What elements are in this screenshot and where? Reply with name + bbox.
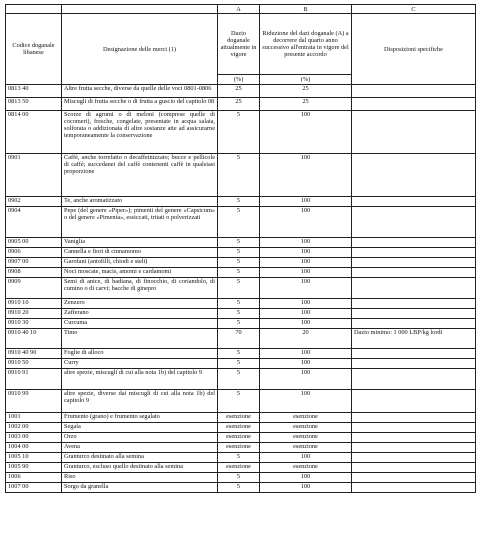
riduzione-cell: 100: [260, 369, 352, 390]
description-cell: Miscugli di frutta secche o di frutta a guscio del capitolo 08: [62, 98, 218, 111]
disposizioni-cell: [352, 453, 476, 463]
code-cell: 0813 50: [6, 98, 62, 111]
riduzione-cell: 25: [260, 98, 352, 111]
riduzione-cell: esenzione: [260, 423, 352, 433]
dazio-cell: 5: [218, 390, 260, 413]
description-cell: Timo: [62, 329, 218, 349]
table-body: [6, 85, 476, 493]
disposizioni-cell: [352, 463, 476, 473]
unit-b: (%): [260, 75, 352, 85]
header-designazione: Designazione delle merci (1): [62, 14, 218, 85]
table-row: [6, 258, 476, 268]
code-cell: 0813 40: [6, 85, 62, 98]
table-row: [6, 463, 476, 473]
column-letter-a: A: [218, 5, 260, 14]
description-cell: Noci moscate, macis, amomi e cardamomi: [62, 268, 218, 278]
disposizioni-cell: [352, 238, 476, 248]
disposizioni-cell: [352, 359, 476, 369]
code-cell: 0909: [6, 278, 62, 299]
code-cell: 0908: [6, 268, 62, 278]
dazio-cell: esenzione: [218, 463, 260, 473]
disposizioni-cell: [352, 197, 476, 207]
code-cell: 1003 00: [6, 433, 62, 443]
description-cell: Altre frutta secche, diverse da quelle delle voci 0801-0806: [62, 85, 218, 98]
code-cell: 1001: [6, 413, 62, 423]
disposizioni-cell: [352, 111, 476, 154]
description-cell: Orzo: [62, 433, 218, 443]
riduzione-cell: 100: [260, 258, 352, 268]
riduzione-cell: esenzione: [260, 433, 352, 443]
description-cell: Semi di anice, di badiana, di finocchio, di coriandolo, di cumino o di carvi; bacche di ginepro: [62, 278, 218, 299]
code-cell: 1005 90: [6, 463, 62, 473]
disposizioni-cell: [352, 423, 476, 433]
dazio-cell: 5: [218, 154, 260, 197]
table-row: [6, 443, 476, 453]
riduzione-cell: 100: [260, 453, 352, 463]
disposizioni-cell: [352, 248, 476, 258]
disposizioni-cell: [352, 483, 476, 493]
table-row: [6, 111, 476, 154]
header-codice: Codice doganale libanese: [6, 14, 62, 85]
dazio-cell: 5: [218, 359, 260, 369]
description-cell: altre spezie, miscugli di cui alla nota 1b) del capitolo 9: [62, 369, 218, 390]
riduzione-cell: 100: [260, 473, 352, 483]
table-row: [6, 319, 476, 329]
disposizioni-cell: [352, 413, 476, 423]
riduzione-cell: 100: [260, 154, 352, 197]
dazio-cell: esenzione: [218, 423, 260, 433]
table-row: [6, 423, 476, 433]
table-row: [6, 483, 476, 493]
dazio-cell: 5: [218, 473, 260, 483]
dazio-cell: esenzione: [218, 413, 260, 423]
dazio-cell: 5: [218, 207, 260, 238]
disposizioni-cell: [352, 390, 476, 413]
disposizioni-cell: [352, 309, 476, 319]
dazio-cell: 25: [218, 85, 260, 98]
table-row: [6, 329, 476, 349]
description-cell: Foglie di alloco: [62, 349, 218, 359]
letter-blank-cell: [62, 5, 218, 14]
dazio-cell: 5: [218, 319, 260, 329]
disposizioni-cell: [352, 369, 476, 390]
table-row: [6, 413, 476, 423]
column-letter-c: C: [352, 5, 476, 14]
description-cell: Vaniglia: [62, 238, 218, 248]
description-cell: Caffè, anche torrefatto o decaffeinizzato; bucce e pellicole di caffè; succedanei del caffè contenenti caffè in qualsiasi proporzione: [62, 154, 218, 197]
riduzione-cell: 100: [260, 278, 352, 299]
code-cell: 0814 00: [6, 111, 62, 154]
description-cell: Cannella e fiori di cinnamomo: [62, 248, 218, 258]
description-cell: Pepe (del genere «Piper»); pimenti del genere «Capsicum» o del genere «Pimenta», essiccati, tritati o polverizzati: [62, 207, 218, 238]
riduzione-cell: 100: [260, 483, 352, 493]
code-cell: 0906: [6, 248, 62, 258]
description-cell: altre spezie, diverse dai miscugli di cui alla nota 1b) del capitolo 9: [62, 390, 218, 413]
disposizioni-cell: [352, 319, 476, 329]
table-row: [6, 369, 476, 390]
dazio-cell: 5: [218, 238, 260, 248]
dazio-cell: esenzione: [218, 443, 260, 453]
description-cell: Garofani (antofilli, chiodi e steli): [62, 258, 218, 268]
disposizioni-cell: [352, 278, 476, 299]
code-cell: 0910 30: [6, 319, 62, 329]
header-disposizioni: Disposizioni specifiche: [352, 14, 476, 85]
disposizioni-cell: Dazio minimo: 1 000 LBP/kg lordi: [352, 329, 476, 349]
disposizioni-cell: [352, 98, 476, 111]
description-cell: Curry: [62, 359, 218, 369]
unit-a: (%): [218, 75, 260, 85]
dazio-cell: 5: [218, 111, 260, 154]
code-cell: 1004 00: [6, 443, 62, 453]
code-cell: 0910 50: [6, 359, 62, 369]
disposizioni-cell: [352, 85, 476, 98]
riduzione-cell: 100: [260, 238, 352, 248]
riduzione-cell: 20: [260, 329, 352, 349]
description-cell: Frumento (grano) e frumento segalato: [62, 413, 218, 423]
table-row: [6, 473, 476, 483]
description-cell: Scorze di agrumi o di meloni (comprese quelle di cocomeri), fresche, congelate, presentate in acqua salata, solforata o addizionata di altre sostanze atte ad assicurarne temporaneamente la conservazione: [62, 111, 218, 154]
dazio-cell: 5: [218, 309, 260, 319]
riduzione-cell: 100: [260, 309, 352, 319]
table-row: [6, 299, 476, 309]
table-row: [6, 453, 476, 463]
description-cell: Sorgo da granella: [62, 483, 218, 493]
riduzione-cell: 100: [260, 349, 352, 359]
riduzione-cell: 25: [260, 85, 352, 98]
header-row: [6, 14, 476, 75]
table-row: [6, 207, 476, 238]
riduzione-cell: 100: [260, 319, 352, 329]
disposizioni-cell: [352, 207, 476, 238]
table-row: [6, 278, 476, 299]
code-cell: 0901: [6, 154, 62, 197]
riduzione-cell: 100: [260, 268, 352, 278]
header-dazio: Dazio doganale attualmente in vigore: [218, 14, 260, 75]
description-cell: Riso: [62, 473, 218, 483]
riduzione-cell: esenzione: [260, 463, 352, 473]
code-cell: 1002 00: [6, 423, 62, 433]
table-row: [6, 197, 476, 207]
dazio-cell: 5: [218, 369, 260, 390]
disposizioni-cell: [352, 349, 476, 359]
description-cell: Zafferano: [62, 309, 218, 319]
riduzione-cell: esenzione: [260, 443, 352, 453]
disposizioni-cell: [352, 154, 476, 197]
table-row: [6, 268, 476, 278]
column-letter-b: B: [260, 5, 352, 14]
dazio-cell: 5: [218, 453, 260, 463]
code-cell: 0910 99: [6, 390, 62, 413]
tariff-table: [5, 4, 476, 493]
dazio-cell: esenzione: [218, 433, 260, 443]
disposizioni-cell: [352, 473, 476, 483]
dazio-cell: 5: [218, 268, 260, 278]
disposizioni-cell: [352, 299, 476, 309]
table-row: [6, 248, 476, 258]
disposizioni-cell: [352, 258, 476, 268]
column-letter-row: [6, 5, 476, 14]
table-row: [6, 238, 476, 248]
code-cell: 0902: [6, 197, 62, 207]
table-row: [6, 390, 476, 413]
description-cell: Segala: [62, 423, 218, 433]
riduzione-cell: 100: [260, 207, 352, 238]
riduzione-cell: 100: [260, 299, 352, 309]
dazio-cell: 25: [218, 98, 260, 111]
table-row: [6, 359, 476, 369]
dazio-cell: 5: [218, 197, 260, 207]
disposizioni-cell: [352, 443, 476, 453]
description-cell: Te, anche aromatizzato: [62, 197, 218, 207]
code-cell: 0905 00: [6, 238, 62, 248]
dazio-cell: 5: [218, 483, 260, 493]
table-row: [6, 98, 476, 111]
code-cell: 1007 00: [6, 483, 62, 493]
dazio-cell: 5: [218, 299, 260, 309]
dazio-cell: 5: [218, 248, 260, 258]
riduzione-cell: 100: [260, 248, 352, 258]
table-row: [6, 154, 476, 197]
code-cell: 0910 91: [6, 369, 62, 390]
riduzione-cell: 100: [260, 390, 352, 413]
letter-blank-cell: [6, 5, 62, 14]
code-cell: 0910 40 10: [6, 329, 62, 349]
header-riduzione: Riduzione del dazi doganale (A) a decorrere dal quarto anno successivo all'entrata in vigore del presente accordo: [260, 14, 352, 75]
description-cell: Zenzero: [62, 299, 218, 309]
code-cell: 1005 10: [6, 453, 62, 463]
table-row: [6, 433, 476, 443]
dazio-cell: 70: [218, 329, 260, 349]
riduzione-cell: 100: [260, 111, 352, 154]
disposizioni-cell: [352, 433, 476, 443]
description-cell: Avena: [62, 443, 218, 453]
disposizioni-cell: [352, 268, 476, 278]
riduzione-cell: 100: [260, 359, 352, 369]
code-cell: 0910 20: [6, 309, 62, 319]
riduzione-cell: esenzione: [260, 413, 352, 423]
dazio-cell: 5: [218, 349, 260, 359]
table-row: [6, 309, 476, 319]
riduzione-cell: 100: [260, 197, 352, 207]
code-cell: 0910 10: [6, 299, 62, 309]
dazio-cell: 5: [218, 278, 260, 299]
description-cell: Granturco, escluso quello destinato alla semina: [62, 463, 218, 473]
table-row: [6, 85, 476, 98]
description-cell: Curcuma: [62, 319, 218, 329]
description-cell: Granturco destinato alla semina: [62, 453, 218, 463]
code-cell: 0910 40 90: [6, 349, 62, 359]
dazio-cell: 5: [218, 258, 260, 268]
code-cell: 0904: [6, 207, 62, 238]
code-cell: 1006: [6, 473, 62, 483]
code-cell: 0907 00: [6, 258, 62, 268]
table-row: [6, 349, 476, 359]
